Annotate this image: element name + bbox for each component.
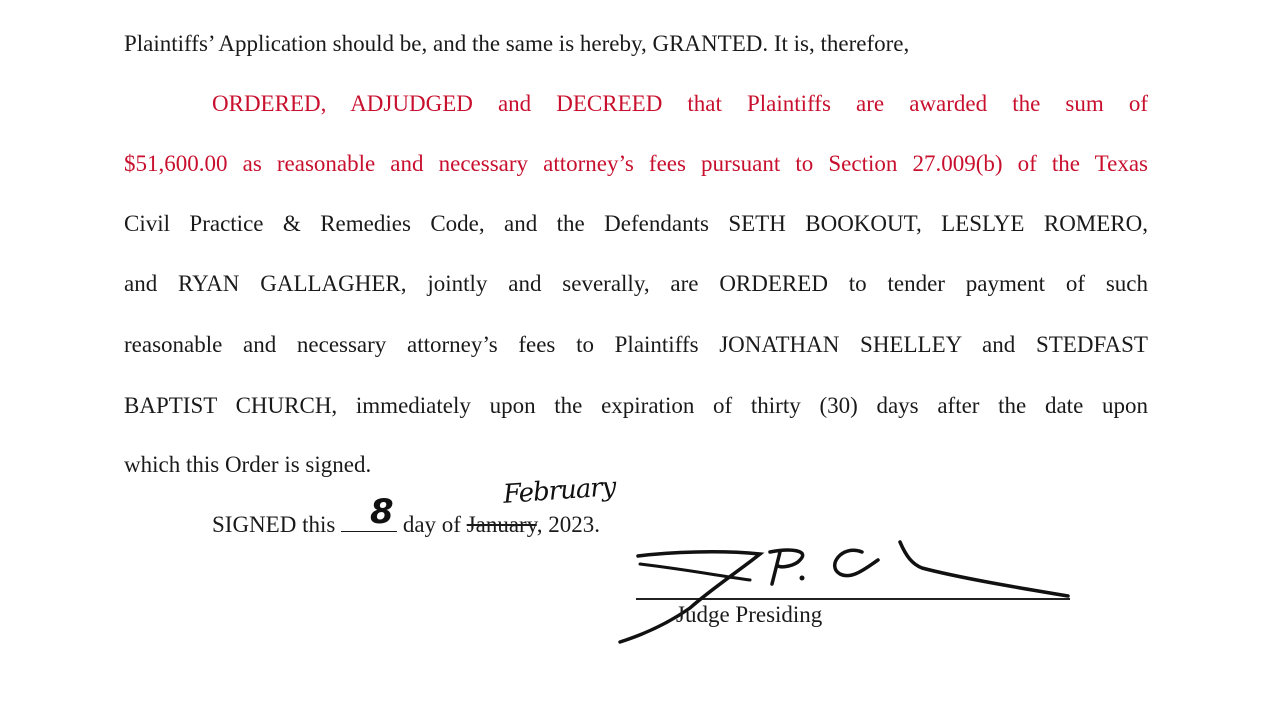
signed-suffix: , 2023. <box>536 512 600 537</box>
order-line-4: Civil Practice & Remedies Code, and the Defendants SETH BOOKOUT, LESLYE ROMERO, <box>124 211 1148 236</box>
judge-presiding-label: Judge Presiding <box>676 602 823 627</box>
struck-month: January <box>466 512 537 537</box>
handwritten-day: 8 <box>370 492 394 532</box>
signed-date-line <box>212 510 600 540</box>
order-line-8: which this Order is signed. <box>124 452 372 477</box>
order-line-6: reasonable and necessary attorney’s fees to Plaintiffs JONATHAN SHELLEY and STEDFAST <box>124 332 1148 357</box>
order-line-5: and RYAN GALLAGHER, jointly and severally, are ORDERED to tender payment of such <box>124 271 1148 296</box>
signed-prefix: SIGNED this <box>212 512 336 537</box>
judge-signature <box>600 530 1080 650</box>
order-line-2: ORDERED, ADJUDGED and DECREED that Plaintiffs are awarded the sum of <box>212 91 1148 116</box>
handwritten-month: February <box>502 472 617 510</box>
order-line-3: $51,600.00 as reasonable and necessary attorney’s fees pursuant to Section 27.009(b) of the Texas <box>124 151 1148 176</box>
order-line-1: Plaintiffs’ Application should be, and the same is hereby, GRANTED. It is, therefore, <box>124 31 910 56</box>
signed-middle: day of <box>402 512 461 537</box>
order-line-7: BAPTIST CHURCH, immediately upon the expiration of thirty (30) days after the date upon <box>124 393 1148 418</box>
